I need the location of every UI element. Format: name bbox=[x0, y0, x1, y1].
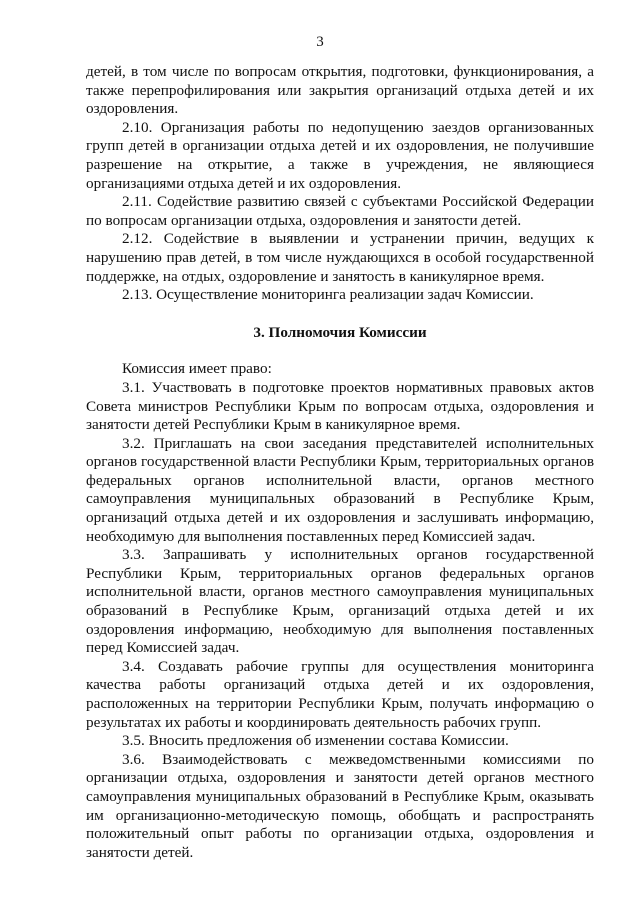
paragraph-3-1: 3.1. Участвовать в подготовке проектов нормативных правовых актов Совета министров Республики Крым по вопросам отдыха, оздоровления и занятости детей Республики Крым в каникулярное время. bbox=[86, 378, 594, 434]
section-intro: Комиссия имеет право: bbox=[122, 360, 272, 378]
document-body bbox=[86, 63, 594, 862]
paragraph-3-2: 3.2. Приглашать на свои заседания представителей исполнительных органов государственной власти Республики Крым, территориальных органов федеральных органов исполнительной власти, органов местного самоуправления муниципальных образований в Республике Крым, организаций отдыха детей и их оздоровления и заслушивать информацию, необходимую для выполнения поставленных перед Комиссией задач. bbox=[86, 434, 594, 545]
section-heading: 3. Полномочия Комиссии bbox=[253, 323, 427, 341]
page-number: 3 bbox=[316, 34, 324, 50]
paragraph-3-5: 3.5. Вносить предложения об изменении состава Комиссии. bbox=[122, 732, 509, 750]
paragraph-2-11: 2.11. Содействие развитию связей с субъектами Российской Федерации по вопросам организации отдыха, оздоровления и занятости детей. bbox=[86, 193, 594, 229]
paragraph-3-6: 3.6. Взаимодействовать с межведомственными комиссиями по организации отдыха, оздоровления и занятости детей органов местного самоуправления муниципальных образований в Республике Крым, оказывать им организационно-методическую помощь, обобщать и распространять положительный опыт работы по организации отдыха, оздоровления и занятости детей. bbox=[86, 750, 594, 861]
paragraph-2-13: 2.13. Осуществление мониторинга реализации задач Комиссии. bbox=[122, 286, 534, 304]
paragraph-2-12: 2.12. Содействие в выявлении и устранении причин, ведущих к нарушению прав детей, в том числе нуждающихся в особой государственной поддержке, на отдых, оздоровление и занятость в каникулярное время. bbox=[86, 230, 594, 285]
paragraph-continuation: детей, в том числе по вопросам открытия, подготовки, функционирования, а также перепрофилирования или закрытия организаций отдыха детей и их оздоровления. bbox=[86, 63, 594, 118]
paragraph-2-10: 2.10. Организация работы по недопущению заездов организованных групп детей в организации отдыха детей и их оздоровления, не получившие разрешение на открытие, а также в учреждения, не являющиеся организациями отдыха детей и их оздоровления. bbox=[86, 118, 594, 192]
paragraph-3-4: 3.4. Создавать рабочие группы для осуществления мониторинга качества работы организаций отдыха детей и их оздоровления, расположенных на территории Республики Крым, получать информацию о результатах их работы и координировать деятельность рабочих групп. bbox=[86, 657, 594, 731]
paragraph-3-3: 3.3. Запрашивать у исполнительных органов государственной Республики Крым, территориальных органов федеральных органов исполнительной власти, органов местного самоуправления муниципальных образований в Республике Крым, организаций отдыха детей и их оздоровления информацию, необходимую для выполнения поставленных перед Комиссией задач. bbox=[86, 546, 594, 657]
